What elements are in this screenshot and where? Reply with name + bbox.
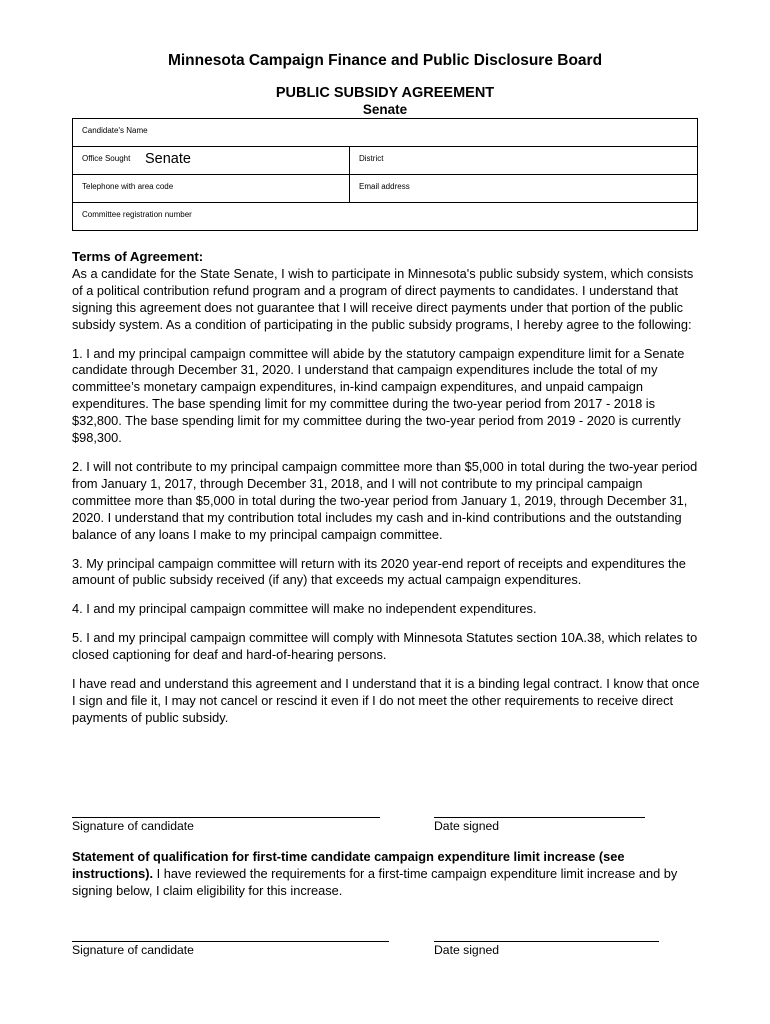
committee-registration-label: Committee registration number [82, 210, 192, 219]
telephone-label: Telephone with area code [82, 182, 174, 191]
date-signed-line-2[interactable] [434, 941, 659, 942]
email-field[interactable] [349, 175, 697, 202]
candidate-name-label: Candidate's Name [82, 126, 148, 135]
terms-of-agreement [72, 249, 702, 739]
date-signed-line-1[interactable] [434, 817, 645, 818]
candidate-signature-label-1: Signature of candidate [72, 819, 194, 833]
committee-registration-field[interactable] [73, 203, 697, 230]
email-label: Email address [359, 182, 410, 191]
qualification-heading: Statement of qualification for first-time candidate campaign expenditure limit increase (see instructions). [72, 849, 625, 881]
district-label: District [359, 154, 384, 163]
office-sought-value: Senate [145, 151, 191, 167]
district-field[interactable] [349, 147, 697, 174]
date-signed-label-2: Date signed [434, 943, 500, 957]
candidate-info-table [72, 118, 698, 231]
phone-email-row [73, 175, 697, 203]
document-title: PUBLIC SUBSIDY AGREEMENT [275, 85, 495, 101]
terms-item-2: 2. I will not contribute to my principal campaign committee more than $5,000 in total during the two-year period from January 1, 2017, through December 31, 2018, and I will not contribute to my principal campaign committee more than $5,000 in total during the two-year period from January 1, 2019, through December 31, 2020. I understand that my contribution total includes my cash and in-kind contributions and the outstanding balance of any loans I make to my principal campaign committee. [72, 458, 698, 542]
candidate-signature-label-2: Signature of candidate [72, 943, 194, 957]
qualification-text: I have reviewed the requirements for a first-time campaign expenditure limit increase and by signing below, I claim eligibility for this increase. [72, 865, 678, 898]
office-sought-field[interactable] [73, 147, 349, 174]
committee-row [73, 203, 697, 230]
board-title: Minnesota Campaign Finance and Public Disclosure Board [167, 52, 603, 69]
candidate-name-field[interactable] [73, 119, 697, 146]
terms-intro: As a candidate for the State Senate, I wish to participate in Minnesota's public subsidy system, which consists of a political contribution refund program and a program of direct payments to candidates. I understand that signing this agreement does not guarantee that I will receive direct payments under that portion of the public subsidy system. As a condition of participating in the public subsidy programs, I hereby agree to the following: [72, 265, 694, 332]
terms-item-4: 4. I and my principal campaign committee will make no independent expenditures. [72, 601, 537, 617]
candidate-signature-line-1[interactable] [72, 817, 380, 818]
office-sought-label: Office Sought [82, 154, 131, 163]
date-signed-label-1: Date signed [434, 819, 500, 833]
office-district-row [73, 147, 697, 175]
document-subtitle: Senate [362, 102, 408, 117]
telephone-field[interactable] [73, 175, 349, 202]
terms-item-1: 1. I and my principal campaign committee will abide by the statutory campaign expenditure limit for a Senate candidate through December 31, 2020. I understand that campaign expenditures include the total of my committee’s monetary campaign expenditures, in-kind campaign expenditures, and unpaid campaign expenditures. The base spending limit for my committee during the two-year period from 2017 - 2018 is $32,800. The base spending limit for my committee during the two-year period from 2019 - 2020 is currently $98,300. [72, 345, 685, 446]
first-time-candidate-statement [72, 849, 702, 900]
terms-item-3: 3. My principal campaign committee will return with its 2020 year-end report of receipts and expenditures the amount of public subsidy received (if any) that exceeds my actual campaign expenditures. [72, 555, 686, 588]
terms-closing: I have read and understand this agreement and I understand that it is a binding legal contract. I know that once I sign and file it, I may not cancel or rescind it even if I do not meet the other requirements to receive direct payments of public subsidy. [72, 676, 700, 725]
terms-heading: Terms of Agreement: [72, 249, 204, 264]
candidate-name-row [73, 119, 697, 147]
candidate-signature-line-2[interactable] [72, 941, 389, 942]
terms-item-5: 5. I and my principal campaign committee will comply with Minnesota Statutes section 10A.38, which relates to closed captioning for deaf and hard-of-hearing persons. [72, 630, 698, 663]
